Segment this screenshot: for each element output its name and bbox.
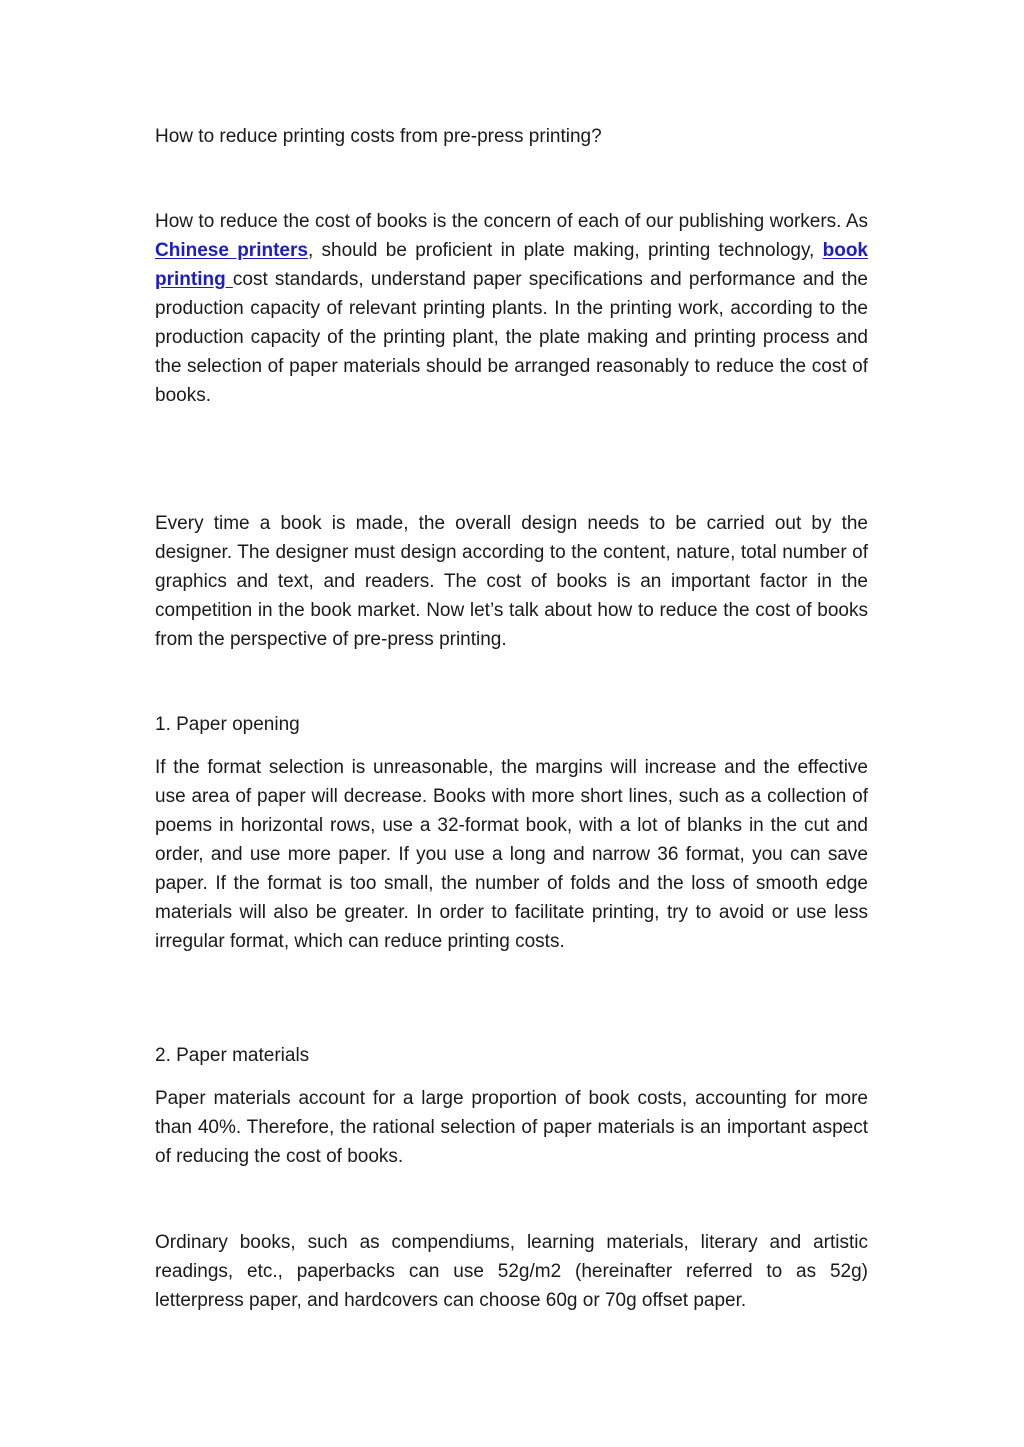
intro-text-3: cost standards, understand paper specifications and performance and the production capacity of relevant printing plants. In the printing work, according to the production capacity of the printing plant, the plate making and printing process and the selection of paper materials should be arranged reasonably to reduce the cost of books.: [155, 269, 868, 406]
ordinary-books-paragraph: Ordinary books, such as compendiums, learning materials, literary and artistic readings, etc., paperbacks can use 52g/m2 (hereinafter referred to as 52g) letterpress paper, and hardcovers can choose 60g or 70g offset paper.: [155, 1232, 868, 1311]
intro-text-1: How to reduce the cost of books is the concern of each of our publishing workers. As: [155, 211, 868, 232]
section-heading-paper-materials: 2. Paper materials: [155, 1045, 310, 1066]
section-heading-paper-opening: 1. Paper opening: [155, 714, 300, 735]
design-paragraph: Every time a book is made, the overall design needs to be carried out by the designer. The designer must design according to the content, nature, total number of graphics and text, and readers. The cost of books is an important factor in the competition in the book market. Now let’s talk about how to reduce the cost of books from the perspective of pre-press printing.: [155, 513, 868, 650]
intro-paragraph: [155, 207, 868, 410]
book-printing-link[interactable]: book printing: [155, 240, 868, 290]
chinese-printers-link[interactable]: Chinese printers: [155, 240, 308, 261]
paper-opening-paragraph: If the format selection is unreasonable, the margins will increase and the effective use area of paper will decrease. Books with more short lines, such as a collection of poems in horizontal rows, use a 32-format book, with a lot of blanks in the cut and order, and use more paper. If you use a long and narrow 36 format, you can save paper. If the format is too small, the number of folds and the loss of smooth edge materials will also be greater. In order to facilitate printing, try to avoid or use less irregular format, which can reduce printing costs.: [155, 757, 868, 952]
intro-text-2: , should be proficient in plate making, printing technology,: [307, 240, 823, 261]
page-title: How to reduce printing costs from pre-press printing?: [155, 126, 602, 147]
paper-materials-paragraph: Paper materials account for a large proportion of book costs, accounting for more than 40%. Therefore, the rational selection of paper materials is an important aspect of reducing the cost of books.: [155, 1088, 868, 1167]
